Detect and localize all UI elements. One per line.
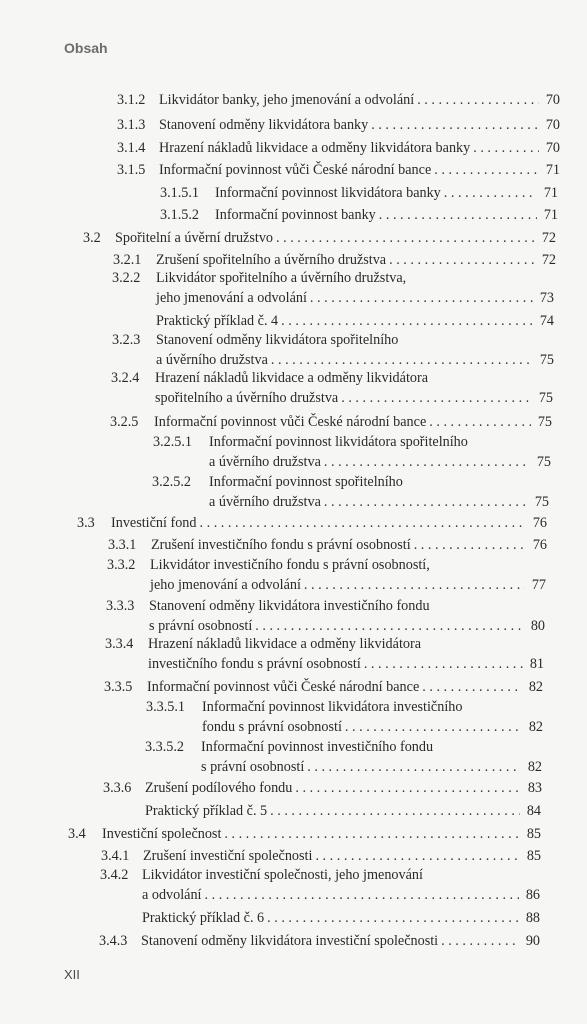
toc-entry-title-line: Stanovení odměny likvidátora spořitelního (156, 332, 399, 348)
toc-entry-page: 75 (539, 352, 554, 368)
toc-entry[interactable] (152, 472, 549, 512)
toc-entry[interactable] (111, 368, 553, 408)
toc-entry-number: 3.3.4 (105, 636, 134, 652)
dot-leader (255, 616, 524, 636)
toc-entry-number: 3.1.3 (117, 117, 146, 133)
toc-entry[interactable] (68, 824, 541, 844)
toc-entry-title: Stanovení odměny likvidátora investiční společnosti (141, 933, 439, 949)
toc-entry-page: 82 (528, 719, 543, 735)
dot-leader (324, 452, 530, 472)
toc-entry[interactable] (107, 555, 546, 595)
toc-entry[interactable] (117, 90, 560, 110)
toc-entry-page: 73 (539, 290, 554, 306)
toc-entry-page: 75 (538, 390, 553, 406)
toc-entry-title: fondu s právní osobností (202, 719, 342, 735)
toc-entry-title: Praktický příklad č. 5 (145, 803, 268, 819)
dot-leader (434, 160, 539, 180)
toc-entry[interactable] (105, 634, 544, 674)
running-header: Obsah (64, 40, 108, 56)
toc-entry-page: 82 (528, 679, 543, 695)
toc-entry-number: 3.2.4 (111, 370, 140, 386)
toc-entry-title: Investiční společnost (102, 826, 222, 842)
toc-entry-page: 83 (527, 780, 542, 796)
toc-entry[interactable] (83, 228, 556, 248)
toc-entry-title: Zrušení investičního fondu s právní osobností (151, 537, 411, 553)
toc-entry-title: Zrušení podílového fondu (145, 780, 293, 796)
dot-leader (441, 931, 519, 951)
toc-entry[interactable] (160, 205, 558, 225)
toc-entry[interactable] (146, 697, 543, 737)
toc-entry[interactable] (117, 160, 560, 180)
toc-entry[interactable] (156, 311, 554, 331)
toc-entry[interactable] (103, 778, 542, 798)
toc-entry-title: jeho jmenování a odvolání (156, 290, 307, 306)
toc-entry-title-line: Stanovení odměny likvidátora investičního fondu (149, 598, 430, 614)
toc-entry-page: 86 (525, 887, 540, 903)
toc-entry-number: 3.3.5.2 (145, 739, 185, 755)
dot-leader (444, 183, 537, 203)
toc-entry-page: 70 (545, 92, 560, 108)
dot-leader (295, 778, 521, 798)
toc-entry[interactable] (112, 268, 554, 308)
toc-entry-number: 3.1.4 (117, 140, 146, 156)
toc-entry-number: 3.1.5.2 (160, 207, 200, 223)
toc-entry-page: 77 (531, 577, 546, 593)
toc-entry-title-line: Informační povinnost spořitelního (209, 474, 403, 490)
dot-leader (200, 513, 527, 533)
toc-entry-title-line: Informační povinnost likvidátora spořitelního (209, 434, 468, 450)
toc-entry-number: 3.3.5.1 (146, 699, 186, 715)
toc-entry-page: 88 (525, 910, 540, 926)
toc-entry-page: 71 (543, 185, 558, 201)
toc-entry-number: 3.3.1 (108, 537, 137, 553)
toc-entry-title: a odvolání (142, 887, 202, 903)
toc-entry-title: Stanovení odměny likvidátora banky (159, 117, 369, 133)
toc-entry[interactable] (160, 183, 558, 203)
toc-entry-page: 70 (545, 117, 560, 133)
toc-entry-page: 76 (532, 537, 547, 553)
dot-leader (271, 350, 533, 370)
toc-entry[interactable] (100, 865, 540, 905)
toc-entry[interactable] (101, 846, 541, 866)
toc-entry-number: 3.4.1 (101, 848, 130, 864)
toc-entry[interactable] (117, 138, 560, 158)
toc-entry-page: 70 (545, 140, 560, 156)
toc-entry-title: Praktický příklad č. 6 (142, 910, 265, 926)
dot-leader (270, 801, 520, 821)
dot-leader (307, 757, 521, 777)
toc-entry-number: 3.2 (83, 230, 101, 246)
toc-entry-page: 75 (537, 414, 552, 430)
toc-entry-number: 3.1.2 (117, 92, 146, 108)
dot-leader (324, 492, 528, 512)
toc-entry-number: 3.3.6 (103, 780, 132, 796)
toc-entry-title-line: Hrazení nákladů likvidace a odměny likvidátora (148, 636, 422, 652)
toc-entry[interactable] (113, 250, 556, 270)
toc-entry[interactable] (77, 513, 547, 533)
toc-entry-title: jeho jmenování a odvolání (150, 577, 301, 593)
toc-entry-page: 85 (526, 826, 541, 842)
toc-entry-page: 75 (534, 494, 549, 510)
dot-leader (345, 717, 522, 737)
toc-entry-title-line: Informační povinnost likvidátora investičního (202, 699, 463, 715)
toc-entry-page: 76 (532, 515, 547, 531)
toc-entry[interactable] (104, 677, 543, 697)
toc-entry-page: 90 (525, 933, 540, 949)
toc-entry-number: 3.2.3 (112, 332, 141, 348)
dot-leader (267, 908, 519, 928)
toc-entry-page: 74 (539, 313, 554, 329)
toc-entry-title: Praktický příklad č. 4 (156, 313, 279, 329)
toc-entry-title-line: Likvidátor investičního fondu s právní osobností, (150, 557, 430, 573)
toc-entry-number: 3.3 (77, 515, 95, 531)
dot-leader (304, 575, 525, 595)
toc-entry-page: 75 (536, 454, 551, 470)
toc-entry-title: Informační povinnost likvidátora banky (215, 185, 441, 201)
toc-entry-page: 82 (527, 759, 542, 775)
dot-leader (389, 250, 535, 270)
toc-entry-title: spořitelního a úvěrního družstva (155, 390, 339, 406)
toc-entry-title-line: Informační povinnost investičního fondu (201, 739, 434, 755)
toc-entry-page: 72 (541, 230, 556, 246)
dot-leader (276, 228, 535, 248)
toc-entry-number: 3.3.2 (107, 557, 136, 573)
dot-leader (371, 115, 539, 135)
dot-leader (364, 654, 523, 674)
toc-entry-title: Informační povinnost vůči České národní bance (154, 414, 427, 430)
dot-leader (414, 535, 526, 555)
dot-leader (281, 311, 533, 331)
toc-entry-number: 3.4.3 (99, 933, 128, 949)
toc-entry-title: Zrušení spořitelního a úvěrního družstva (156, 252, 387, 268)
toc-entry-title-line: Likvidátor investiční společnosti, jeho jmenování (142, 867, 423, 883)
toc-entry-title: a úvěrního družstva (209, 494, 321, 510)
dot-leader (417, 90, 539, 110)
toc-entry-number: 3.2.5 (110, 414, 139, 430)
toc-entry-title: s právní osobností (149, 618, 253, 634)
toc-entry-title: a úvěrního družstva (156, 352, 268, 368)
dot-leader (341, 388, 532, 408)
dot-leader (429, 412, 531, 432)
toc-entry-title: Investiční fond (111, 515, 197, 531)
toc-entry[interactable] (108, 535, 547, 555)
dot-leader (422, 677, 522, 697)
toc-entry[interactable] (106, 596, 545, 636)
toc-entry-page: 84 (526, 803, 541, 819)
toc-entry[interactable] (142, 908, 540, 928)
toc-entry-title: Likvidátor banky, jeho jmenování a odvolání (159, 92, 415, 108)
dot-leader (315, 846, 520, 866)
toc-entry-number: 3.1.5.1 (160, 185, 200, 201)
toc-entry-number: 3.2.5.1 (153, 434, 193, 450)
toc-entry-number: 3.4 (68, 826, 86, 842)
dot-leader (379, 205, 537, 225)
toc-entry-number: 3.3.5 (104, 679, 133, 695)
toc-entry-number: 3.4.2 (100, 867, 129, 883)
dot-leader (205, 885, 520, 905)
toc-entry-title: Zrušení investiční společnosti (143, 848, 313, 864)
toc-entry-title: Informační povinnost banky (215, 207, 376, 223)
toc-entry-number: 3.3.3 (106, 598, 135, 614)
toc-entry-page: 72 (541, 252, 556, 268)
toc-entry[interactable] (145, 801, 541, 821)
toc-entry-title: s právní osobností (201, 759, 305, 775)
toc-entry-title: Spořitelní a úvěrní družstvo (115, 230, 274, 246)
toc-entry[interactable] (153, 432, 551, 472)
toc-entry-page: 71 (543, 207, 558, 223)
toc-entry-number: 3.1.5 (117, 162, 146, 178)
toc-entry[interactable] (112, 330, 554, 370)
dot-leader (473, 138, 539, 158)
toc-entry-title: Informační povinnost vůči České národní bance (147, 679, 420, 695)
toc-entry-title: Informační povinnost vůči České národní bance (159, 162, 432, 178)
toc-entry-title-line: Hrazení nákladů likvidace a odměny likvidátora (155, 370, 429, 386)
toc-entry-page: 85 (526, 848, 541, 864)
toc-entry-title: Hrazení nákladů likvidace a odměny likvidátora banky (159, 140, 471, 156)
page-number: XII (64, 967, 80, 982)
dot-leader (224, 824, 520, 844)
toc-entry-title: investičního fondu s právní osobností (148, 656, 361, 672)
toc-entry-number: 3.2.2 (112, 270, 141, 286)
toc-entry-page: 80 (530, 618, 545, 634)
toc-entry[interactable] (145, 737, 542, 777)
toc-entry[interactable] (117, 115, 560, 135)
toc-entry-page: 71 (545, 162, 560, 178)
toc-entry-number: 3.2.5.2 (152, 474, 192, 490)
toc-entry-number: 3.2.1 (113, 252, 142, 268)
toc-entry-page: 81 (529, 656, 544, 672)
dot-leader (310, 288, 533, 308)
toc-entry-title: a úvěrního družstva (209, 454, 321, 470)
toc-entry-title-line: Likvidátor spořitelního a úvěrního družstva, (156, 270, 407, 286)
toc-entry[interactable] (99, 931, 540, 951)
toc-entry[interactable] (110, 412, 552, 432)
